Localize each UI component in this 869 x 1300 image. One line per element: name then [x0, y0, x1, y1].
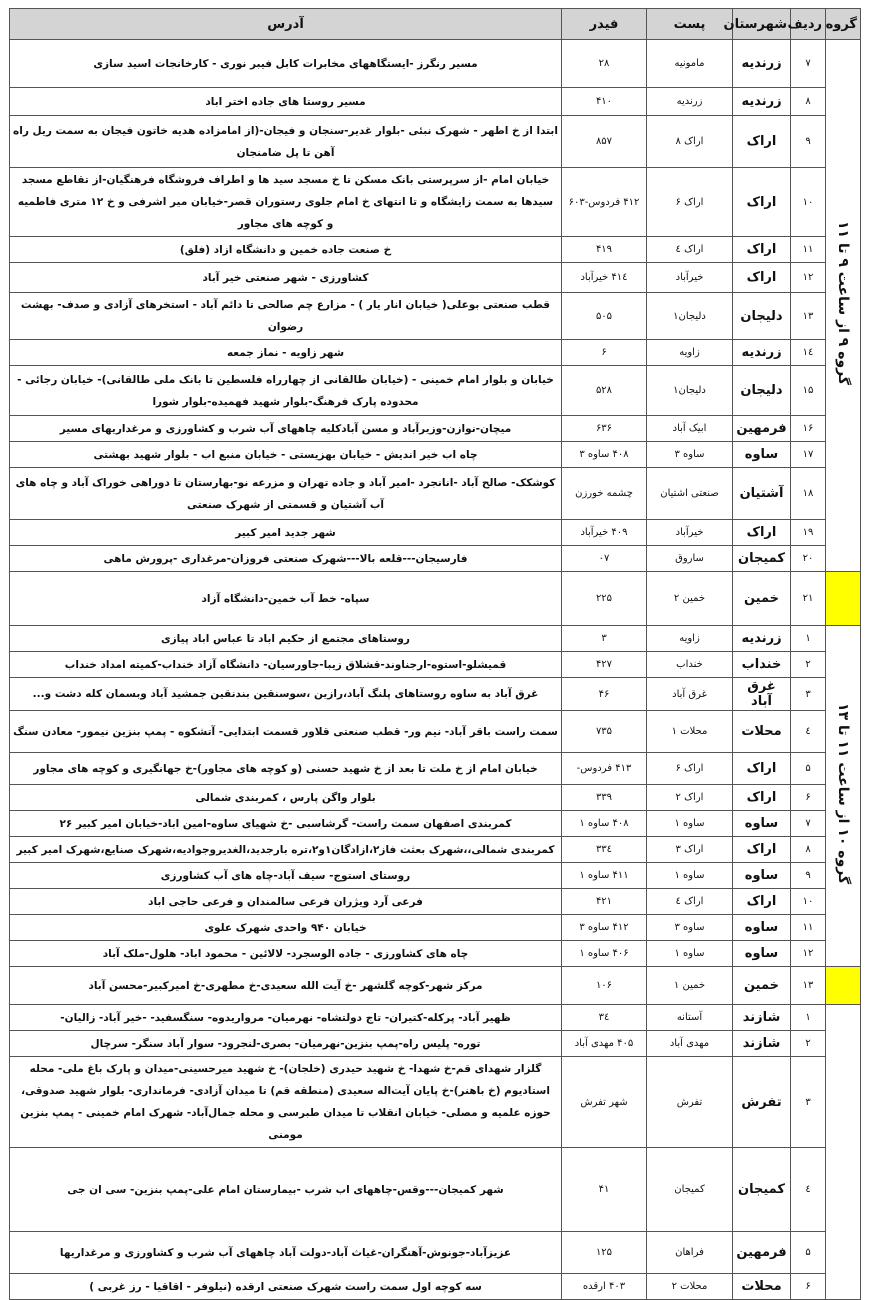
- city-cell: کمیجان: [733, 546, 791, 572]
- feeder-cell: ۲۸: [562, 40, 647, 88]
- table-row: [10, 1057, 861, 1148]
- city-cell: خمین: [733, 967, 791, 1005]
- post-cell: زاویه: [647, 340, 733, 366]
- city-cell: اراک: [733, 168, 791, 237]
- feeder-cell: ۳۳۹: [562, 785, 647, 811]
- header-row: [10, 9, 861, 40]
- address-cell: ابتدا از خ اطهر - شهرک نبئی -بلوار غدیر-سنجان و فیجان-(از امامزاده هدیه خاتون فیجان به سمت ریل راه آهن تا پل ضامنجان: [10, 116, 562, 168]
- post-cell: خمین ۲: [647, 572, 733, 626]
- table-row: [10, 1031, 861, 1057]
- row-number: ۱٤: [791, 340, 826, 366]
- row-number: ۱۱: [791, 915, 826, 941]
- post-cell: کمیجان: [647, 1148, 733, 1232]
- table-row: [10, 546, 861, 572]
- city-cell: ساوه: [733, 915, 791, 941]
- address-cell: مسیر روستا های جاده اختر اباد: [10, 88, 562, 116]
- feeder-cell: ۴۱۹: [562, 237, 647, 263]
- group-label: گروه ۱۰ از ساعت ۱۱ تا ۱۳: [835, 703, 851, 885]
- feeder-cell: ۷۳۵: [562, 711, 647, 753]
- address-cell: مرکز شهر-کوچه گلشهر -خ آیت الله سعیدی-خ مطهری-خ امیرکبیر-محسن آباد: [10, 967, 562, 1005]
- table-row: [10, 468, 861, 520]
- row-number: ۱۲: [791, 263, 826, 293]
- address-cell: توره- پلیس راه-پمپ بنزین-نهرمیان- بصری-لنجرود- سوار آباد سنگر- سرچال: [10, 1031, 562, 1057]
- table-row: [10, 711, 861, 753]
- feeder-cell: ۴۰۸ ساوه ۳: [562, 442, 647, 468]
- post-cell: تفرش: [647, 1057, 733, 1148]
- feeder-cell: ۴۰۹ خیرآباد: [562, 520, 647, 546]
- post-cell: خیرآباد: [647, 520, 733, 546]
- row-number: ۱۳: [791, 293, 826, 340]
- feeder-cell: ۱۲۵: [562, 1232, 647, 1274]
- address-cell: بلوار واگن پارس ، کمربندی شمالی: [10, 785, 562, 811]
- header-row-no: ردیف: [791, 9, 826, 40]
- feeder-cell: ۴۲۷: [562, 652, 647, 678]
- address-cell: میچان-نوازن-وزیرآباد و مسن آبادکلیه چاههای آب شرب و کشاورزی و مرغداریهای مسیر: [10, 416, 562, 442]
- address-cell: شهر کمیجان---وقس-چاههای اب شرب -بیمارستان امام علی-پمپ بنزین- سی ان جی: [10, 1148, 562, 1232]
- outage-schedule-table: [9, 8, 861, 1300]
- row-number: ۹: [791, 116, 826, 168]
- city-cell: اراک: [733, 520, 791, 546]
- feeder-cell: ۴۲۱: [562, 889, 647, 915]
- address-cell: کشاورزی - شهر صنعتی خیر آباد: [10, 263, 562, 293]
- address-cell: ظهیر آباد- پرکله-کتیران- تاج دولتشاه- نهرمیان- مرواریدوه- سنگسفید- -خیر آباد- زالیان-: [10, 1005, 562, 1031]
- address-cell: شهر زاویه - نماز جمعه: [10, 340, 562, 366]
- feeder-cell: ۱۰۶: [562, 967, 647, 1005]
- post-cell: ساوه ۳: [647, 915, 733, 941]
- city-cell: دلیجان: [733, 366, 791, 416]
- post-cell: زرندیه: [647, 88, 733, 116]
- row-number: ۶: [791, 785, 826, 811]
- feeder-cell: ۶۳۶: [562, 416, 647, 442]
- table-row: [10, 889, 861, 915]
- group-label: گروه ۹ از ساعت ۹ تا ۱۱: [835, 221, 851, 386]
- row-number: ۱۰: [791, 889, 826, 915]
- address-cell: غرق آباد به ساوه روستاهای پلنگ آباد،رازین ،سوسنقین بندنقین جمشید آباد وبسمان کله دشت و...: [10, 678, 562, 711]
- table-row: [10, 416, 861, 442]
- row-number: ۱۲: [791, 941, 826, 967]
- table-row: [10, 1148, 861, 1232]
- city-cell: کمیجان: [733, 1148, 791, 1232]
- table-row: [10, 785, 861, 811]
- table-row: [10, 520, 861, 546]
- address-cell: شهر جدید امیر کبیر: [10, 520, 562, 546]
- address-cell: کوشکک- صالح آباد -انانجرد -امیر آباد و جاده تهران و مزرعه نو-بهارستان تا دوراهی خوراک آباد و چاه های آب آشتیان و قسمتی از شهرک صنعتی: [10, 468, 562, 520]
- city-cell: اراک: [733, 785, 791, 811]
- row-number: ۸: [791, 88, 826, 116]
- city-cell: آشتیان: [733, 468, 791, 520]
- row-number: ۷: [791, 811, 826, 837]
- table-body: [10, 40, 861, 1300]
- table-row: [10, 753, 861, 785]
- post-cell: ابیک آباد: [647, 416, 733, 442]
- feeder-cell: ۶: [562, 340, 647, 366]
- address-cell: خیابان ۹۴۰ واحدی شهرک علوی: [10, 915, 562, 941]
- post-cell: ساوه ۱: [647, 863, 733, 889]
- city-cell: محلات: [733, 711, 791, 753]
- city-cell: زرندیه: [733, 626, 791, 652]
- city-cell: خنداب: [733, 652, 791, 678]
- city-cell: زرندیه: [733, 340, 791, 366]
- table-row: [10, 340, 861, 366]
- address-cell: سمت راست باقر آباد- نیم ور- قطب صنعتی قلاور قسمت ابتدایی- آتشکوه - پمپ بنزین نیمور- معادن سنگ: [10, 711, 562, 753]
- post-cell: محلات ۱: [647, 711, 733, 753]
- feeder-cell: ۴۱۲ فردوس-۶۰۳: [562, 168, 647, 237]
- table-row: [10, 1005, 861, 1031]
- row-number: ۳: [791, 678, 826, 711]
- row-number: ۷: [791, 40, 826, 88]
- table-row: [10, 263, 861, 293]
- address-cell: عزیزآباد-جونوش-آهنگران-غیاث آباد-دولت آباد چاههای آب شرب و کشاورزی و مرغداریها: [10, 1232, 562, 1274]
- table-row: [10, 116, 861, 168]
- row-number: ۲: [791, 1031, 826, 1057]
- row-number: ۱: [791, 1005, 826, 1031]
- feeder-cell: ۵۲۸: [562, 366, 647, 416]
- group-separator: [826, 572, 861, 626]
- feeder-cell: ۴۱: [562, 1148, 647, 1232]
- post-cell: خمین ۱: [647, 967, 733, 1005]
- post-cell: آستانه: [647, 1005, 733, 1031]
- city-cell: تفرش: [733, 1057, 791, 1148]
- city-cell: اراک: [733, 263, 791, 293]
- table-row: [10, 941, 861, 967]
- city-cell: محلات: [733, 1274, 791, 1300]
- address-cell: روستای استوج- سیف آباد-چاه های آب کشاورزی: [10, 863, 562, 889]
- header-address: آدرس: [10, 9, 562, 40]
- row-number: ۶: [791, 1274, 826, 1300]
- feeder-cell: ۴۰۸ ساوه ۱: [562, 811, 647, 837]
- feeder-cell: ۴۱۳ فردوس-: [562, 753, 647, 785]
- header-post: پست: [647, 9, 733, 40]
- city-cell: ساوه: [733, 442, 791, 468]
- feeder-cell: ۳۳٤: [562, 837, 647, 863]
- post-cell: اراک ۳: [647, 837, 733, 863]
- post-cell: محلات ۲: [647, 1274, 733, 1300]
- post-cell: اراک ۶: [647, 168, 733, 237]
- feeder-cell: ۴۶: [562, 678, 647, 711]
- row-number: ۵: [791, 1232, 826, 1274]
- post-cell: فراهان: [647, 1232, 733, 1274]
- city-cell: فرمهین: [733, 416, 791, 442]
- row-number: ۲۰: [791, 546, 826, 572]
- group-cell: [826, 626, 861, 967]
- address-cell: گلزار شهدای قم-خ شهدا- خ شهید حیدری (خلجان)- خ شهید میرحسینی-میدان و پارک باغ ملی- محله استادیوم (خ باهنر)-خ پایان آیت‌اله سعیدی (منطقه قم) تا میدان آزادی- فرمانداری- بلوار شهید صدوقی، حوزه علمیه و مصلی- خیابان انقلاب تا میدان طبرسی و محله جمال‌آباد- شهرک امام خمینی - پمپ بنزین مومنی: [10, 1057, 562, 1148]
- post-cell: صنعتی اشتیان: [647, 468, 733, 520]
- table-row: [10, 967, 861, 1005]
- city-cell: اراک: [733, 837, 791, 863]
- city-cell: دلیجان: [733, 293, 791, 340]
- feeder-cell: ۴۰۳ ارقده: [562, 1274, 647, 1300]
- feeder-cell: ۰۷: [562, 546, 647, 572]
- feeder-cell: ۵۰۵: [562, 293, 647, 340]
- address-cell: کمربندی اصفهان سمت راست- گرشاسبی -خ شهیای ساوه-امین اباد-خیابان امیر کبیر ۲۶: [10, 811, 562, 837]
- feeder-cell: ۳: [562, 626, 647, 652]
- post-cell: دلیجان۱: [647, 293, 733, 340]
- feeder-cell: ۳٤: [562, 1005, 647, 1031]
- post-cell: اراک ٤: [647, 889, 733, 915]
- address-cell: کمربندی شمالی،،شهرک بعثت فاز۲،ازادگان۱و۲،تره بارجدید،الغدیروجوادیه،شهرک صنایع،شهرک امیر کبیر: [10, 837, 562, 863]
- table-row: [10, 652, 861, 678]
- row-number: ۱۵: [791, 366, 826, 416]
- city-cell: شازند: [733, 1005, 791, 1031]
- row-number: ٤: [791, 1148, 826, 1232]
- feeder-cell: ۲۲۵: [562, 572, 647, 626]
- row-number: ٤: [791, 711, 826, 753]
- feeder-cell: ۴۱۲ ساوه ۳: [562, 915, 647, 941]
- city-cell: فرمهین: [733, 1232, 791, 1274]
- post-cell: خیرآباد: [647, 263, 733, 293]
- row-number: ۸: [791, 837, 826, 863]
- address-cell: خیابان و بلوار امام خمینی - (خیابان طالقانی از چهارراه فلسطین تا بانک ملی طالقانی)- خیابان رجائی - محدوده پارک فرهنگ-بلوار شهید فهمیده-بلوار شورا: [10, 366, 562, 416]
- feeder-cell: ۸۵۷: [562, 116, 647, 168]
- group-cell: [826, 40, 861, 572]
- address-cell: روستاهای مجتمع از حکیم اباد تا عباس اباد پیازی: [10, 626, 562, 652]
- table-row: [10, 626, 861, 652]
- row-number: ۳: [791, 1057, 826, 1148]
- city-cell: ساوه: [733, 863, 791, 889]
- address-cell: قطب صنعتی بوعلی( خیابان انار یار ) - مزارع چم صالحی تا دائم آباد - استخرهای آزادی و صدف- بهشت رضوان: [10, 293, 562, 340]
- city-cell: خمین: [733, 572, 791, 626]
- address-cell: سه کوچه اول سمت راست شهرک صنعتی ارقده (نیلوفر - اقاقیا - رز غربی ): [10, 1274, 562, 1300]
- table-row: [10, 837, 861, 863]
- city-cell: غرق آباد: [733, 678, 791, 711]
- post-cell: دلیجان۱: [647, 366, 733, 416]
- post-cell: اراک ۲: [647, 785, 733, 811]
- city-cell: زرندیه: [733, 88, 791, 116]
- header-city: شهرستان: [733, 9, 791, 40]
- address-cell: قمیشلو-استوه-ارجناوند-قشلاق زیبا-جاورسیان- دانشگاه آزاد خنداب-کمیته امداد خنداب: [10, 652, 562, 678]
- city-cell: اراک: [733, 237, 791, 263]
- row-number: ۱۸: [791, 468, 826, 520]
- post-cell: مهدی آباد: [647, 1031, 733, 1057]
- city-cell: اراک: [733, 889, 791, 915]
- post-cell: اراک ۶: [647, 753, 733, 785]
- city-cell: ساوه: [733, 941, 791, 967]
- row-number: ۲: [791, 652, 826, 678]
- table-row: [10, 811, 861, 837]
- feeder-cell: ۴۰۶ ساوه ۱: [562, 941, 647, 967]
- post-cell: ساوه ۳: [647, 442, 733, 468]
- feeder-cell: ۴۰۵ مهدی آباد: [562, 1031, 647, 1057]
- table-row: [10, 1232, 861, 1274]
- post-cell: غرق آباد: [647, 678, 733, 711]
- table-row: [10, 442, 861, 468]
- post-cell: اراک ۸: [647, 116, 733, 168]
- address-cell: خیابان امام -از سرپرستی بانک مسکن تا خ مسجد سید ها و اطراف فروشگاه فرهنگیان-از تقاطع مسجد سیدها به سمت زایشگاه و تا انتهای خ امام جلوی رستوران قصر-خیابان میر اشرفی و خ ۱۲ متری فاطمیه و کوچه های مجاور: [10, 168, 562, 237]
- feeder-cell: چشمه خورزن: [562, 468, 647, 520]
- header-group: گروه: [826, 9, 861, 40]
- table-row: [10, 293, 861, 340]
- city-cell: زرندیه: [733, 40, 791, 88]
- feeder-cell: ۴۱۱ ساوه ۱: [562, 863, 647, 889]
- feeder-cell: ۴۱۰: [562, 88, 647, 116]
- post-cell: زاویه: [647, 626, 733, 652]
- city-cell: اراک: [733, 753, 791, 785]
- header-feeder: فیدر: [562, 9, 647, 40]
- table-row: [10, 1274, 861, 1300]
- table-row: [10, 915, 861, 941]
- address-cell: چاه های کشاورزی - جاده الوسجرد- لالائین - محمود اباد- هلول-ملک آباد: [10, 941, 562, 967]
- post-cell: ساوه ۱: [647, 941, 733, 967]
- post-cell: مامونیه: [647, 40, 733, 88]
- post-cell: ساوه ۱: [647, 811, 733, 837]
- table-row: [10, 863, 861, 889]
- city-cell: اراک: [733, 116, 791, 168]
- post-cell: خنداب: [647, 652, 733, 678]
- row-number: ۱۱: [791, 237, 826, 263]
- address-cell: خ صنعت جاده خمین و دانشگاه ازاد (فلق): [10, 237, 562, 263]
- row-number: ۱۰: [791, 168, 826, 237]
- table-row: [10, 168, 861, 237]
- row-number: ۱۶: [791, 416, 826, 442]
- address-cell: چاه اب خیر اندیش - خیابان بهزیستی - خیابان منبع اب - بلوار شهید بهشتی: [10, 442, 562, 468]
- row-number: ۵: [791, 753, 826, 785]
- city-cell: ساوه: [733, 811, 791, 837]
- row-number: ۲۱: [791, 572, 826, 626]
- table-row: [10, 88, 861, 116]
- table-row: [10, 237, 861, 263]
- feeder-cell: شهر تفرش: [562, 1057, 647, 1148]
- table-row: [10, 678, 861, 711]
- city-cell: شازند: [733, 1031, 791, 1057]
- group-cell-empty: [826, 1005, 861, 1300]
- post-cell: اراک ٤: [647, 237, 733, 263]
- post-cell: ساروق: [647, 546, 733, 572]
- row-number: ۹: [791, 863, 826, 889]
- table-row: [10, 40, 861, 88]
- row-number: ۱۷: [791, 442, 826, 468]
- row-number: ۱۹: [791, 520, 826, 546]
- group-separator: [826, 967, 861, 1005]
- row-number: ۱: [791, 626, 826, 652]
- table-row: [10, 572, 861, 626]
- address-cell: مسیر رنگرز -ایستگاههای مخابرات کابل فیبر نوری - کارخانجات اسید سازی: [10, 40, 562, 88]
- address-cell: سپاه- خط آب خمین-دانشگاه آزاد: [10, 572, 562, 626]
- feeder-cell: ۴۱٤ خیرآباد: [562, 263, 647, 293]
- address-cell: خیابان امام از خ ملت تا بعد از خ شهید حسنی (و کوچه های مجاور)-خ جهانگیری و کوچه های مجاور: [10, 753, 562, 785]
- row-number: ۱۳: [791, 967, 826, 1005]
- address-cell: فارسیجان---قلعه بالا---شهرک صنعتی فروزان-مرغداری -پرورش ماهی: [10, 546, 562, 572]
- table-row: [10, 366, 861, 416]
- address-cell: فرعی آرد ویژران فرعی سالمندان و فرعی حاجی اباد: [10, 889, 562, 915]
